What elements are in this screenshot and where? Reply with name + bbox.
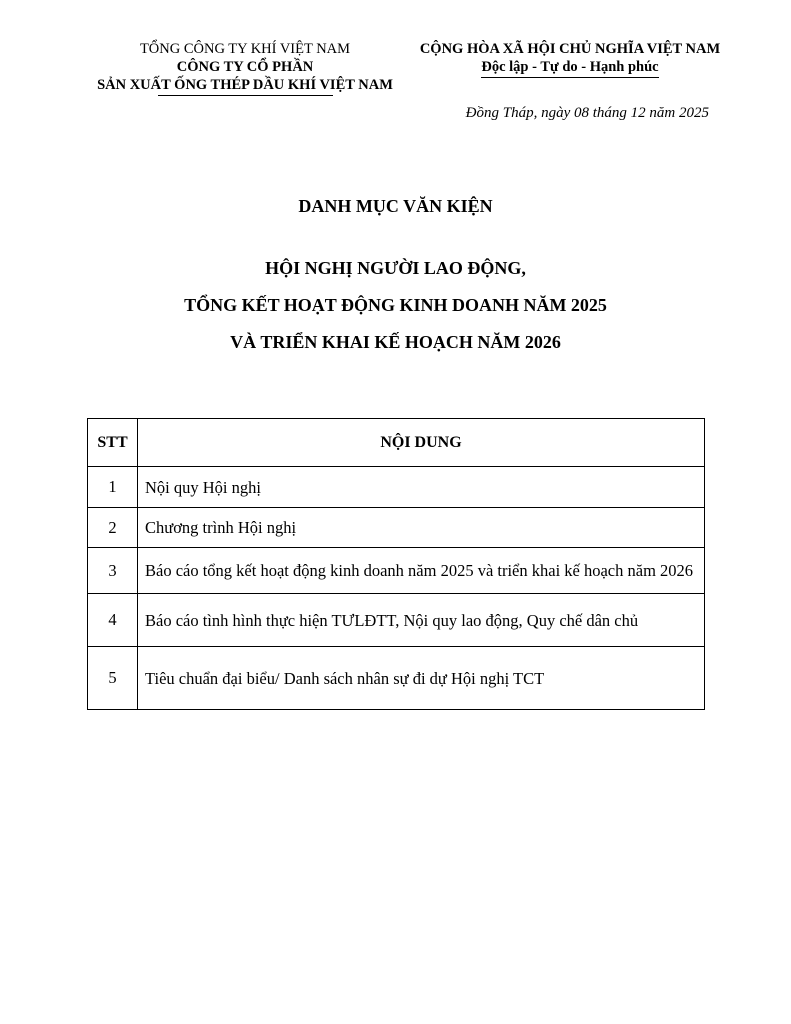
table-row <box>88 647 705 710</box>
subtitle-line-3: VÀ TRIỂN KHAI KẾ HOẠCH NĂM 2026 <box>230 332 561 352</box>
subtitle-line-2: TỔNG KẾT HOẠT ĐỘNG KINH DOANH NĂM 2025 <box>184 295 607 315</box>
table-row <box>88 548 705 594</box>
column-header-stt: STT <box>88 419 138 467</box>
row-content: Báo cáo tình hình thực hiện TƯLĐTT, Nội quy lao động, Quy chế dân chủ <box>138 594 705 647</box>
row-number: 1 <box>88 467 138 508</box>
row-number: 4 <box>88 594 138 647</box>
table-row <box>88 467 705 508</box>
organization-header <box>80 40 410 96</box>
row-number: 2 <box>88 508 138 548</box>
row-content: Báo cáo tổng kết hoạt động kinh doanh năm 2025 và triển khai kế hoạch năm 2026 <box>138 548 705 594</box>
row-number: 5 <box>88 647 138 710</box>
row-number: 3 <box>88 548 138 594</box>
row-content: Chương trình Hội nghị <box>138 508 705 548</box>
row-content: Nội quy Hội nghị <box>138 467 705 508</box>
document-list-table <box>87 418 705 710</box>
table-header-row <box>88 419 705 467</box>
document-date: Đồng Tháp, ngày 08 tháng 12 năm 2025 <box>465 105 709 121</box>
subtitle-line-1: HỘI NGHỊ NGƯỜI LAO ĐỘNG, <box>265 258 526 278</box>
table-row <box>88 594 705 647</box>
table-row <box>88 508 705 548</box>
nation-name: CỘNG HÒA XÃ HỘI CHỦ NGHĨA VIỆT NAM <box>419 41 721 57</box>
company-type: CÔNG TY CỔ PHẦN <box>176 59 314 75</box>
parent-company: TỔNG CÔNG TY KHÍ VIỆT NAM <box>139 41 351 57</box>
company-name: SẢN XUẤT ỐNG THÉP DẦU KHÍ VIỆT NAM <box>97 77 393 93</box>
national-motto: Độc lập - Tự do - Hạnh phúc <box>481 58 658 78</box>
document-title: DANH MỤC VĂN KIỆN <box>298 196 493 216</box>
header-underline <box>158 95 333 96</box>
row-content: Tiêu chuẩn đại biểu/ Danh sách nhân sự đi dự Hội nghị TCT <box>138 647 705 710</box>
national-header <box>410 40 730 78</box>
column-header-content: NỘI DUNG <box>138 419 705 467</box>
